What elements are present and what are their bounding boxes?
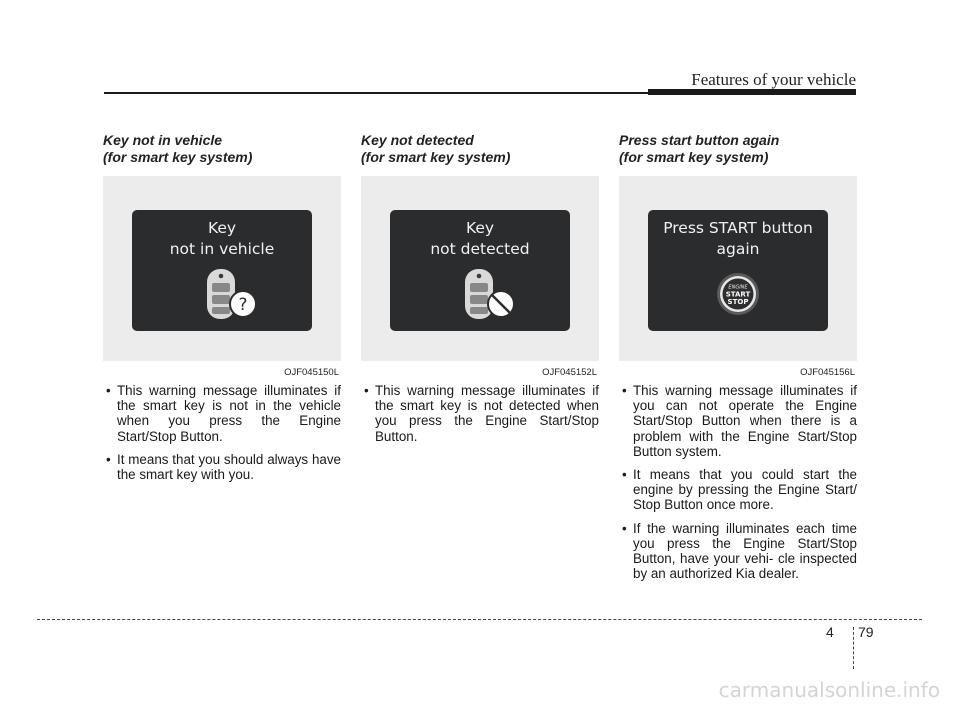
section-title bbox=[619, 132, 857, 166]
display-line2: again bbox=[716, 240, 760, 258]
section-title-line2: (for smart key system) bbox=[103, 149, 253, 165]
section-title bbox=[361, 132, 599, 166]
display-line1: Key bbox=[465, 219, 495, 237]
display-line2: not in vehicle bbox=[169, 240, 275, 258]
section-press-start-again bbox=[619, 132, 857, 589]
bullet-list bbox=[103, 383, 341, 482]
smart-key-icon bbox=[204, 268, 260, 324]
section-title-line2: (for smart key system) bbox=[619, 149, 769, 165]
section-title bbox=[103, 132, 341, 166]
cluster-display bbox=[648, 210, 828, 331]
figure-press-start-again bbox=[619, 176, 857, 378]
watermark: carmanualsonline.info bbox=[718, 678, 940, 702]
display-message bbox=[132, 218, 312, 260]
list-item: • It means that you could start the engine by pressing the Engine Start/ Stop Button once more. bbox=[619, 467, 857, 513]
list-item: • This warning message illuminates if the smart key is not detected when you press the Engine Start/Stop Button. bbox=[361, 383, 599, 444]
button-text-start: START bbox=[725, 290, 751, 299]
chapter-number: 4 bbox=[826, 624, 834, 640]
display-line1: Key bbox=[207, 219, 237, 237]
figure-code: OJF045150L bbox=[284, 367, 339, 378]
list-item: • This warning message illuminates if the smart key is not in the vehicle when you press the Engine Start/Stop Button. bbox=[103, 383, 341, 444]
bullet-list bbox=[361, 383, 599, 444]
display-message bbox=[648, 218, 828, 260]
page-number-divider bbox=[853, 627, 854, 669]
badge-question: ? bbox=[238, 295, 248, 315]
button-text-engine: ENGINE bbox=[728, 284, 748, 291]
figure-key-not-in-vehicle bbox=[103, 176, 341, 378]
cluster-display bbox=[390, 210, 570, 331]
display-message bbox=[390, 218, 570, 260]
section-title-line2: (for smart key system) bbox=[361, 149, 511, 165]
header-title: Features of your vehicle bbox=[691, 70, 856, 89]
display-line1: Press START button bbox=[663, 219, 813, 237]
section-title-line1: Key not in vehicle bbox=[103, 132, 223, 148]
header-rule-accent bbox=[648, 89, 856, 95]
section-key-not-in-vehicle bbox=[103, 132, 341, 490]
display-line2: not detected bbox=[430, 240, 530, 258]
page-number: 79 bbox=[858, 624, 874, 640]
bullet-list bbox=[619, 383, 857, 581]
section-key-not-detected bbox=[361, 132, 599, 452]
list-item: • If the warning illuminates each time you press the Engine Start/Stop Button, have your vehi- cle inspected by an authorized Kia dealer. bbox=[619, 521, 857, 582]
smart-key-icon bbox=[462, 268, 518, 324]
figure-key-not-detected bbox=[361, 176, 599, 378]
button-text-stop: STOP bbox=[727, 298, 749, 306]
figure-code: OJF045152L bbox=[542, 367, 597, 378]
engine-start-stop-button-icon bbox=[716, 272, 760, 316]
section-title-line1: Press start button again bbox=[619, 132, 780, 148]
section-title-line1: Key not detected bbox=[361, 132, 474, 148]
cluster-display bbox=[132, 210, 312, 331]
footer-rule bbox=[37, 619, 922, 620]
list-item: • It means that you should always have the smart key with you. bbox=[103, 452, 341, 482]
figure-code: OJF045156L bbox=[800, 367, 855, 378]
list-item: • This warning message illuminates if you can not operate the Engine Start/Stop Button when there is a problem with the Engine Start/Stop Button system. bbox=[619, 383, 857, 459]
